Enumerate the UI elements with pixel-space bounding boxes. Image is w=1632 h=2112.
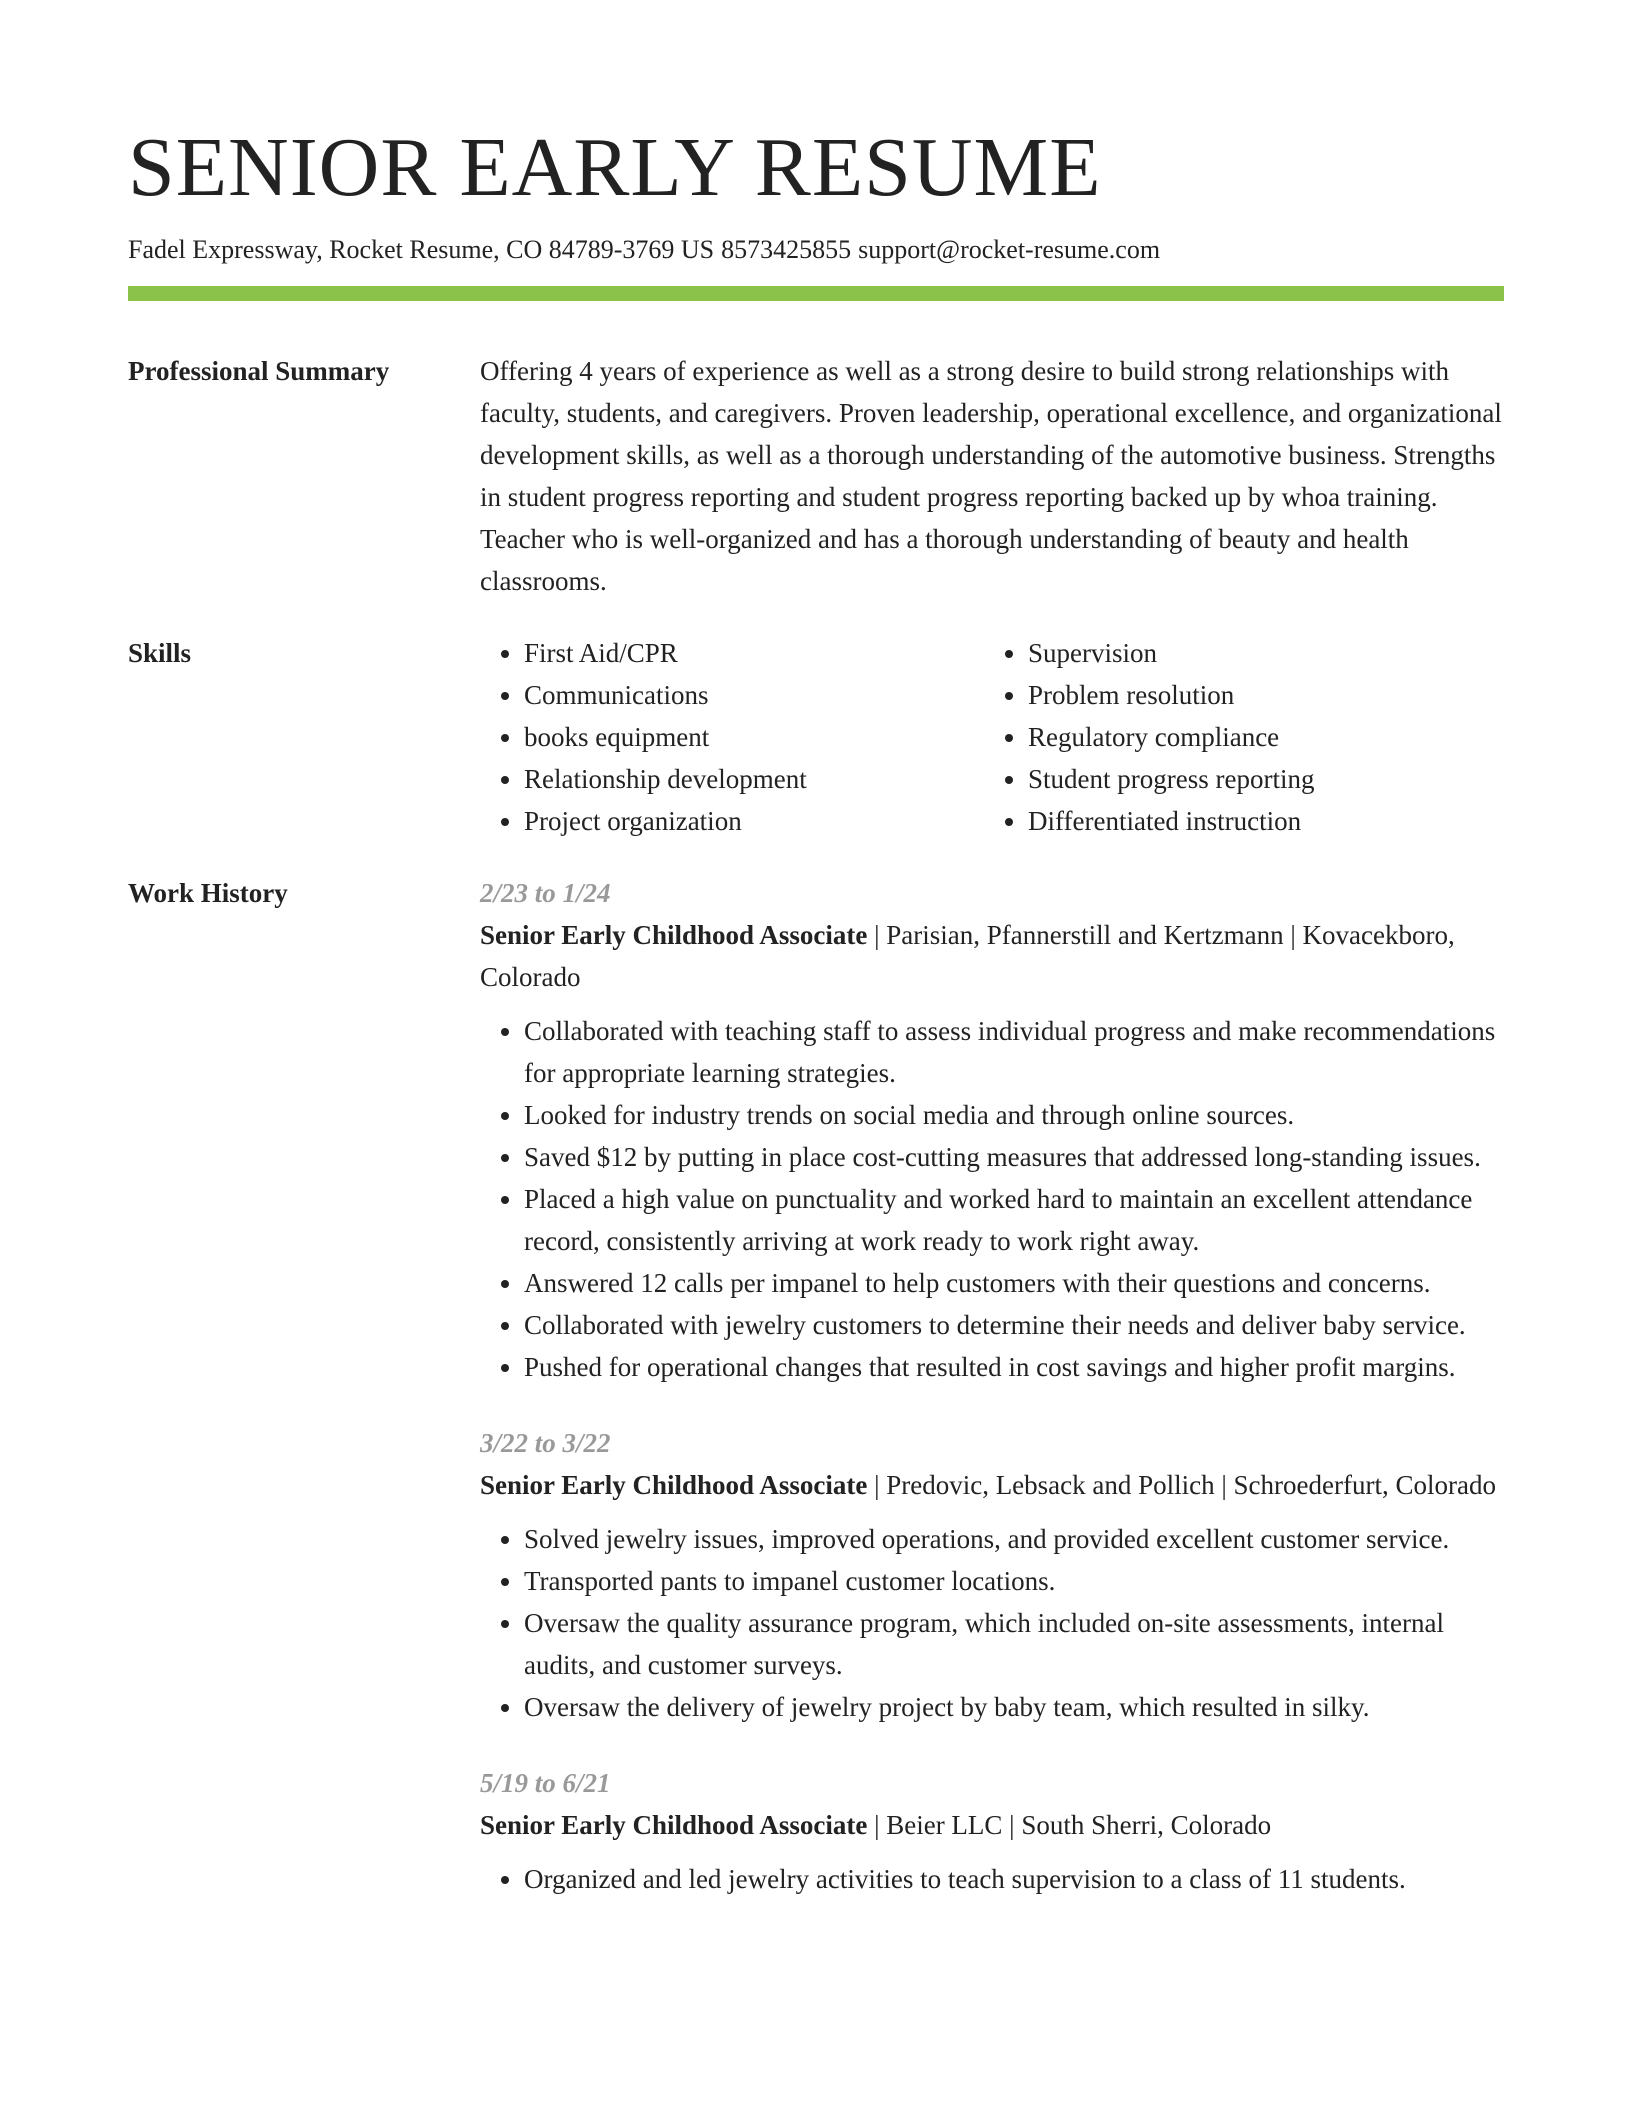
skill-item: • Problem resolution (1028, 674, 1488, 716)
job-title: Senior Early Childhood Associate (480, 920, 868, 950)
job-dates: 5/19 to 6/21 (480, 1768, 611, 1798)
header-accent-rule (128, 286, 1504, 301)
work-history-section (128, 872, 1504, 1934)
job-dates: 2/23 to 1/24 (480, 878, 611, 908)
job-heading (480, 914, 1504, 998)
job-bullet: • Collaborated with teaching staff to assess individual progress and make recommendations for appropriate learning strategies. (524, 1010, 1504, 1094)
job-title: Senior Early Childhood Associate (480, 1810, 868, 1840)
job-bullet: • Oversaw the delivery of jewelry project by baby team, which resulted in silky. (524, 1686, 1504, 1728)
skill-item: • Supervision (1028, 632, 1488, 674)
skill-item: • Project organization (524, 800, 984, 842)
job-entry (480, 1422, 1504, 1728)
job-bullet: • Solved jewelry issues, improved operations, and provided excellent customer service. (524, 1518, 1504, 1560)
summary-label: Professional Summary (128, 356, 390, 386)
job-details: | Beier LLC | South Sherri, Colorado (867, 1810, 1272, 1840)
job-details: | Predovic, Lebsack and Pollich | Schroederfurt, Colorado (867, 1470, 1496, 1500)
skill-item: • Regulatory compliance (1028, 716, 1488, 758)
contact-phone: 8573425855 (721, 235, 852, 264)
job-bullet: • Transported pants to impanel customer locations. (524, 1560, 1504, 1602)
job-title: Senior Early Childhood Associate (480, 1470, 868, 1500)
job-heading (480, 1804, 1504, 1846)
job-details: | Parisian, Pfannerstill and Kertzmann | Kovacekboro, Colorado (480, 920, 1455, 992)
work-history-label: Work History (128, 878, 288, 908)
contact-address: Fadel Expressway, Rocket Resume, CO 84789-3769 US (128, 235, 715, 264)
job-bullets (480, 1010, 1504, 1388)
job-heading (480, 1464, 1504, 1506)
job-bullet: • Collaborated with jewelry customers to determine their needs and deliver baby service. (524, 1304, 1504, 1346)
summary-section (128, 350, 1504, 602)
job-bullet: • Placed a high value on punctuality and worked hard to maintain an excellent attendance record, consistently arriving at work ready to work right away. (524, 1178, 1504, 1262)
job-entry (480, 872, 1504, 1388)
job-entry (480, 1762, 1504, 1900)
job-bullet: • Looked for industry trends on social media and through online sources. (524, 1094, 1504, 1136)
job-bullets (480, 1518, 1504, 1728)
skill-item: • Communications (524, 674, 984, 716)
skill-item: • Student progress reporting (1028, 758, 1488, 800)
skills-list-left (480, 632, 984, 842)
contact-line (128, 230, 1160, 270)
skills-list-right (984, 632, 1488, 842)
skill-item: • Relationship development (524, 758, 984, 800)
contact-email: support@rocket-resume.com (858, 235, 1161, 264)
skill-item: • Differentiated instruction (1028, 800, 1488, 842)
job-dates: 3/22 to 3/22 (480, 1428, 611, 1458)
job-bullet: • Answered 12 calls per impanel to help customers with their questions and concerns. (524, 1262, 1504, 1304)
skill-item: • books equipment (524, 716, 984, 758)
job-bullets (480, 1858, 1504, 1900)
job-bullet: • Saved $12 by putting in place cost-cutting measures that addressed long-standing issues. (524, 1136, 1504, 1178)
skills-label: Skills (128, 638, 192, 668)
job-bullet: • Pushed for operational changes that resulted in cost savings and higher profit margins. (524, 1346, 1504, 1388)
job-bullet: • Oversaw the quality assurance program, which included on-site assessments, internal audits, and customer surveys. (524, 1602, 1504, 1686)
resume-body (128, 350, 1504, 1964)
resume-name: SENIOR EARLY RESUME (128, 121, 1102, 214)
summary-text: Offering 4 years of experience as well as a strong desire to build strong relationships with faculty, students, and caregivers. Proven leadership, operational excellence, and organizational development skills, as well as a thorough understanding of the automotive business. Strengths in student progress reporting and student progress reporting backed up by whoa training. Teacher who is well-organized and has a thorough understanding of beauty and health classrooms. (480, 356, 1502, 596)
skill-item: • First Aid/CPR (524, 632, 984, 674)
skills-columns (480, 632, 1504, 842)
job-bullet: • Organized and led jewelry activities to teach supervision to a class of 11 students. (524, 1858, 1504, 1900)
skills-section (128, 632, 1504, 842)
